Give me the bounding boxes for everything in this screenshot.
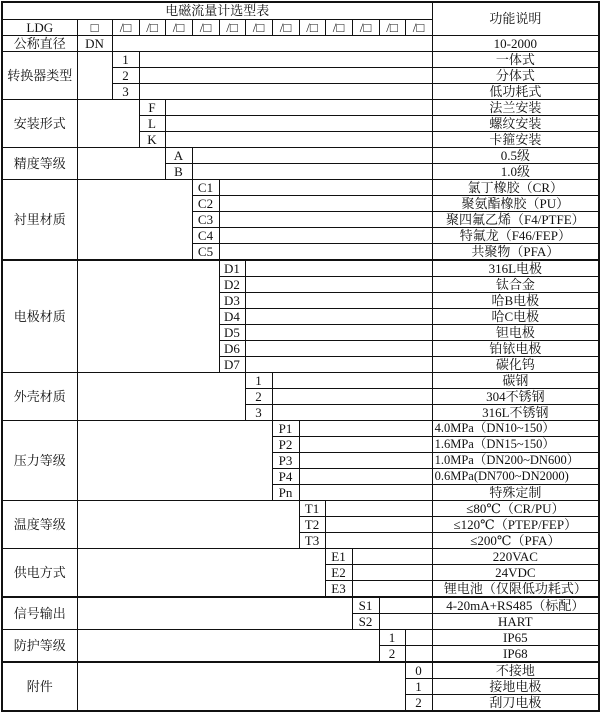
empty-region bbox=[77, 420, 272, 500]
empty-region bbox=[219, 179, 432, 195]
code-cell: P4 bbox=[272, 468, 299, 484]
code-cell: P2 bbox=[272, 436, 299, 452]
model-slot: /□ bbox=[299, 19, 325, 35]
option-row bbox=[2, 99, 599, 115]
empty-region bbox=[219, 195, 432, 211]
function-desc-cell: 1.0MPa（DN200~DN600） bbox=[432, 452, 599, 468]
empty-region bbox=[299, 452, 432, 468]
empty-region bbox=[299, 484, 432, 500]
empty-region bbox=[192, 163, 432, 179]
empty-region bbox=[245, 292, 432, 308]
code-cell: F bbox=[139, 99, 165, 115]
empty-region bbox=[77, 179, 192, 260]
code-cell: L bbox=[139, 115, 165, 131]
function-desc-cell: 分体式 bbox=[432, 67, 599, 83]
empty-region bbox=[272, 372, 432, 388]
empty-region bbox=[245, 340, 432, 356]
option-row bbox=[2, 147, 599, 163]
empty-region bbox=[219, 211, 432, 227]
empty-region bbox=[299, 436, 432, 452]
option-row bbox=[2, 662, 599, 679]
code-cell: 2 bbox=[379, 645, 405, 662]
empty-region bbox=[77, 662, 405, 711]
function-desc-cell: 316L电极 bbox=[432, 260, 599, 277]
code-cell: S1 bbox=[352, 597, 379, 614]
category-label: 转换器类型 bbox=[2, 51, 77, 99]
code-cell: E2 bbox=[325, 564, 352, 580]
function-desc-cell: 法兰安装 bbox=[432, 99, 599, 115]
code-cell: D1 bbox=[219, 260, 245, 277]
function-desc-cell: 碳钢 bbox=[432, 372, 599, 388]
model-slot: /□ bbox=[112, 19, 139, 35]
empty-region bbox=[165, 99, 432, 115]
code-cell: 1 bbox=[112, 51, 139, 67]
empty-region bbox=[112, 35, 432, 51]
function-desc-cell: ≤80℃（CR/PU） bbox=[432, 500, 599, 516]
option-row bbox=[2, 420, 599, 436]
empty-region bbox=[325, 532, 432, 548]
function-desc-cell: 4.0MPa（DN10~150） bbox=[432, 420, 599, 436]
model-slot: /□ bbox=[352, 19, 379, 35]
function-column-header: 功能说明 bbox=[432, 2, 599, 35]
code-cell: 1 bbox=[379, 629, 405, 645]
empty-region bbox=[352, 548, 432, 564]
option-row bbox=[2, 51, 599, 67]
category-label: 防护等级 bbox=[2, 629, 77, 662]
code-cell: T1 bbox=[299, 500, 325, 516]
title-row bbox=[2, 2, 599, 19]
code-cell: DN bbox=[77, 35, 112, 51]
code-cell: C4 bbox=[192, 227, 219, 243]
option-row bbox=[2, 372, 599, 388]
function-desc-cell: 氯丁橡胶（CR） bbox=[432, 179, 599, 195]
model-slot: /□ bbox=[165, 19, 192, 35]
function-desc-cell: 刮刀电极 bbox=[432, 694, 599, 711]
empty-region bbox=[77, 147, 165, 179]
empty-region bbox=[77, 260, 219, 373]
empty-region bbox=[139, 67, 432, 83]
function-desc-cell: 哈C电极 bbox=[432, 308, 599, 324]
category-label: 外壳材质 bbox=[2, 372, 77, 420]
empty-region bbox=[139, 83, 432, 99]
empty-region bbox=[77, 500, 299, 548]
function-desc-cell: 0.5级 bbox=[432, 147, 599, 163]
function-desc-cell: 特氟龙（F46/FEP） bbox=[432, 227, 599, 243]
code-cell: D5 bbox=[219, 324, 245, 340]
empty-region bbox=[245, 356, 432, 372]
function-desc-cell: 碳化钨 bbox=[432, 356, 599, 372]
code-cell: B bbox=[165, 163, 192, 179]
model-slot: /□ bbox=[272, 19, 299, 35]
function-desc-cell: ≤200℃（PFA） bbox=[432, 532, 599, 548]
option-row bbox=[2, 548, 599, 564]
code-cell: P3 bbox=[272, 452, 299, 468]
function-desc-cell: 接地电极 bbox=[432, 678, 599, 694]
code-cell: 2 bbox=[112, 67, 139, 83]
empty-region bbox=[299, 420, 432, 436]
category-label: 温度等级 bbox=[2, 500, 77, 548]
empty-region bbox=[77, 51, 112, 99]
empty-region bbox=[272, 404, 432, 420]
function-desc-cell: 304不锈钢 bbox=[432, 388, 599, 404]
code-cell: S2 bbox=[352, 613, 379, 629]
empty-region bbox=[245, 260, 432, 277]
code-cell: 3 bbox=[245, 404, 272, 420]
function-desc-cell: 10-2000 bbox=[432, 35, 599, 51]
model-prefix: LDG bbox=[2, 19, 77, 35]
function-desc-cell: 一体式 bbox=[432, 51, 599, 67]
code-cell: E3 bbox=[325, 580, 352, 597]
code-cell: 1 bbox=[245, 372, 272, 388]
empty-region bbox=[165, 131, 432, 147]
function-desc-cell: 4-20mA+RS485（标配） bbox=[432, 597, 599, 614]
function-desc-cell: 1.6MPa（DN15~150） bbox=[432, 436, 599, 452]
empty-region bbox=[77, 372, 245, 420]
model-slot: /□ bbox=[139, 19, 165, 35]
model-slot: /□ bbox=[192, 19, 219, 35]
option-row bbox=[2, 597, 599, 614]
function-desc-cell: IP68 bbox=[432, 645, 599, 662]
code-cell: 2 bbox=[245, 388, 272, 404]
code-cell: C1 bbox=[192, 179, 219, 195]
code-cell: T2 bbox=[299, 516, 325, 532]
empty-region bbox=[379, 597, 432, 614]
empty-region bbox=[325, 516, 432, 532]
code-cell: C5 bbox=[192, 243, 219, 260]
code-cell: Pn bbox=[272, 484, 299, 500]
empty-region bbox=[325, 500, 432, 516]
function-desc-cell: 钽电极 bbox=[432, 324, 599, 340]
code-cell: C3 bbox=[192, 211, 219, 227]
empty-region bbox=[352, 580, 432, 597]
category-label: 衬里材质 bbox=[2, 179, 77, 260]
category-label: 信号输出 bbox=[2, 597, 77, 630]
code-cell: A bbox=[165, 147, 192, 163]
code-cell: D2 bbox=[219, 276, 245, 292]
function-desc-cell: 聚氨酯橡胶（PU） bbox=[432, 195, 599, 211]
category-label: 压力等级 bbox=[2, 420, 77, 500]
model-slot: /□ bbox=[219, 19, 245, 35]
code-cell: D4 bbox=[219, 308, 245, 324]
function-desc-cell: 锂电池（仅限低功耗式） bbox=[432, 580, 599, 597]
empty-region bbox=[245, 276, 432, 292]
category-label: 附件 bbox=[2, 662, 77, 711]
empty-region bbox=[165, 115, 432, 131]
empty-region bbox=[352, 564, 432, 580]
option-row bbox=[2, 500, 599, 516]
empty-region bbox=[299, 468, 432, 484]
function-desc-cell: 220VAC bbox=[432, 548, 599, 564]
empty-region bbox=[77, 99, 139, 147]
empty-region bbox=[77, 548, 325, 597]
model-slot: /□ bbox=[245, 19, 272, 35]
function-desc-cell: 螺纹安装 bbox=[432, 115, 599, 131]
model-slot: /□ bbox=[379, 19, 405, 35]
category-label: 供电方式 bbox=[2, 548, 77, 597]
empty-region bbox=[379, 613, 432, 629]
empty-region bbox=[139, 51, 432, 67]
function-desc-cell: 共聚物（PFA） bbox=[432, 243, 599, 260]
function-desc-cell: 0.6MPa(DN700~DN2000) bbox=[432, 468, 599, 484]
empty-region bbox=[272, 388, 432, 404]
category-label: 电极材质 bbox=[2, 260, 77, 373]
category-label: 安装形式 bbox=[2, 99, 77, 147]
model-slot: /□ bbox=[325, 19, 352, 35]
function-desc-cell: 聚四氟乙烯（F4/PTFE） bbox=[432, 211, 599, 227]
code-cell: 1 bbox=[405, 678, 432, 694]
code-cell: C2 bbox=[192, 195, 219, 211]
function-desc-cell: 卡箍安装 bbox=[432, 131, 599, 147]
code-cell: 2 bbox=[405, 694, 432, 711]
empty-region bbox=[245, 308, 432, 324]
option-row bbox=[2, 179, 599, 195]
model-slot: /□ bbox=[405, 19, 432, 35]
empty-region bbox=[77, 597, 352, 630]
code-cell: T3 bbox=[299, 532, 325, 548]
function-desc-cell: 钛合金 bbox=[432, 276, 599, 292]
empty-region bbox=[219, 243, 432, 260]
function-desc-cell: ≤120℃（PTEP/FEP） bbox=[432, 516, 599, 532]
code-cell: P1 bbox=[272, 420, 299, 436]
function-desc-cell: 24VDC bbox=[432, 564, 599, 580]
function-desc-cell: HART bbox=[432, 613, 599, 629]
empty-region bbox=[405, 645, 432, 662]
function-desc-cell: 不接地 bbox=[432, 662, 599, 679]
code-cell: D7 bbox=[219, 356, 245, 372]
function-desc-cell: 哈B电极 bbox=[432, 292, 599, 308]
option-row bbox=[2, 260, 599, 277]
empty-region bbox=[77, 629, 379, 662]
selection-table bbox=[1, 1, 600, 712]
table-title: 电磁流量计选型表 bbox=[2, 2, 432, 19]
function-desc-cell: 1.0级 bbox=[432, 163, 599, 179]
model-first-slot: □ bbox=[77, 19, 112, 35]
code-cell: D6 bbox=[219, 340, 245, 356]
code-cell: 0 bbox=[405, 662, 432, 679]
option-row bbox=[2, 35, 599, 51]
function-desc-cell: 316L不锈钢 bbox=[432, 404, 599, 420]
empty-region bbox=[245, 324, 432, 340]
code-cell: D3 bbox=[219, 292, 245, 308]
function-desc-cell: 特殊定制 bbox=[432, 484, 599, 500]
code-cell: K bbox=[139, 131, 165, 147]
function-desc-cell: 铂铱电极 bbox=[432, 340, 599, 356]
empty-region bbox=[192, 147, 432, 163]
category-label: 公称直径 bbox=[2, 35, 77, 51]
code-cell: E1 bbox=[325, 548, 352, 564]
empty-region bbox=[405, 629, 432, 645]
function-desc-cell: 低功耗式 bbox=[432, 83, 599, 99]
code-cell: 3 bbox=[112, 83, 139, 99]
function-desc-cell: IP65 bbox=[432, 629, 599, 645]
category-label: 精度等级 bbox=[2, 147, 77, 179]
option-row bbox=[2, 629, 599, 645]
empty-region bbox=[219, 227, 432, 243]
